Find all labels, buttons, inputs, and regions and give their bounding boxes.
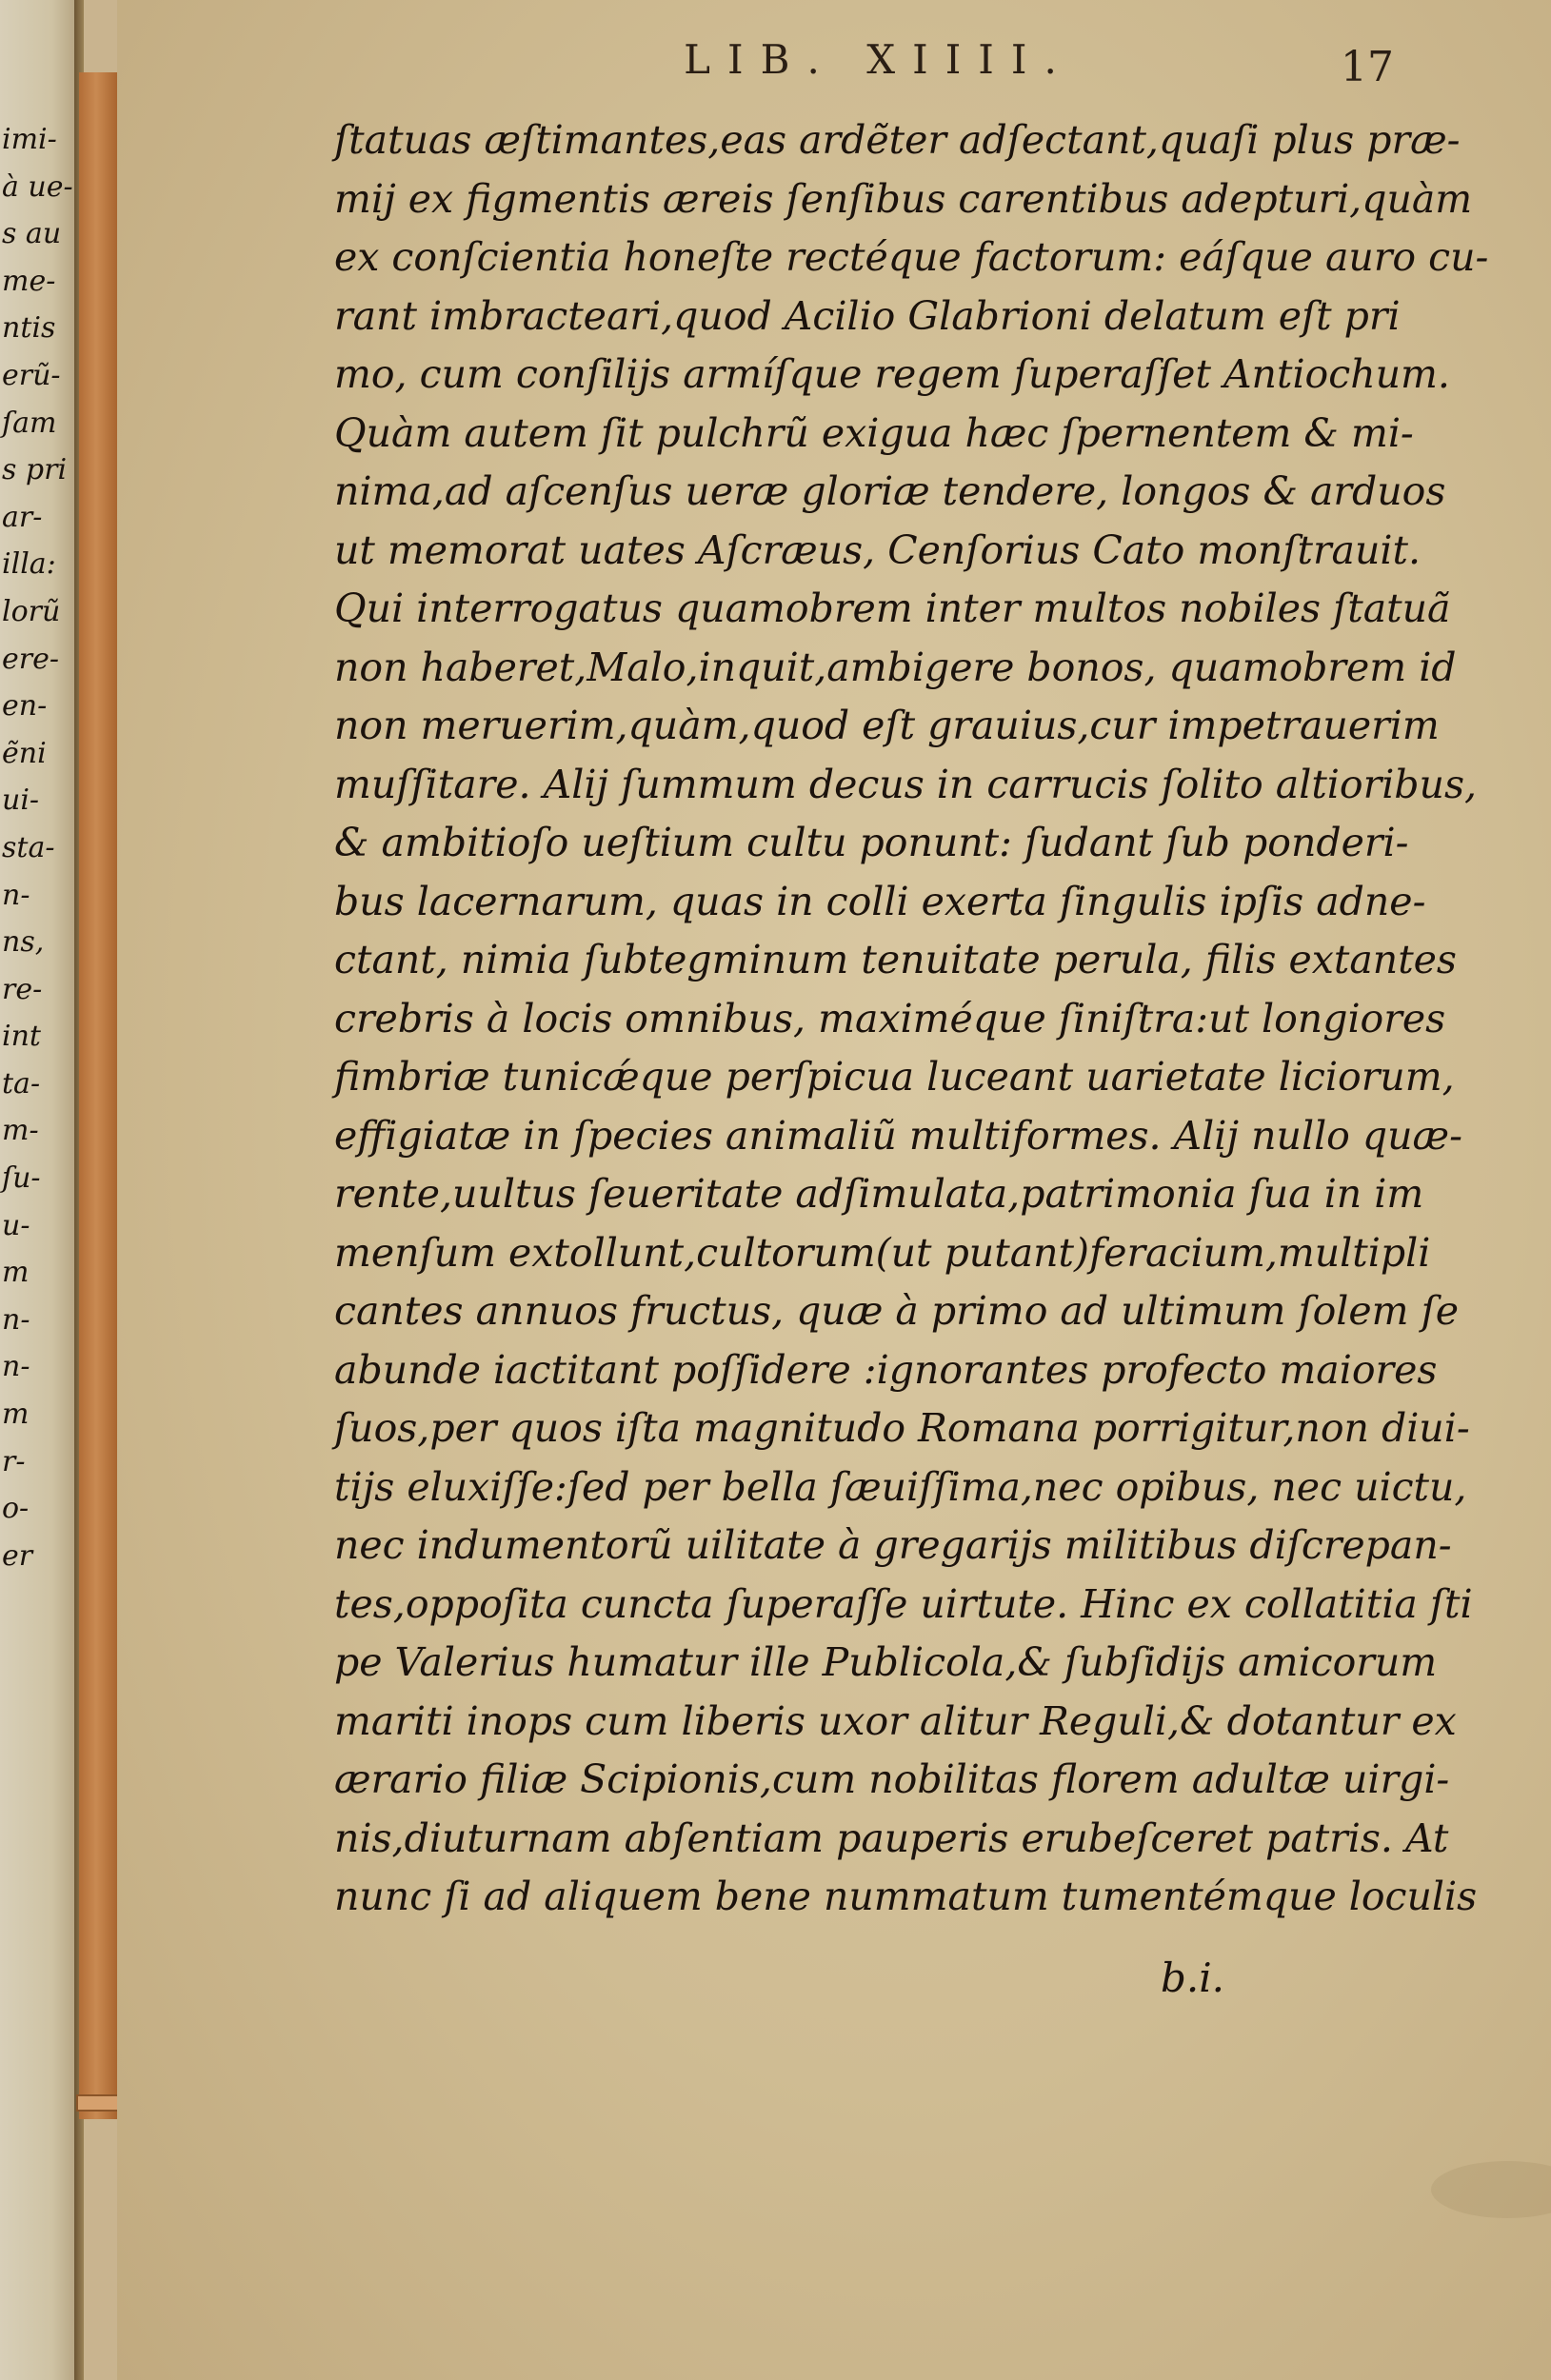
text-line: crebris à locis omnibus, maximéque ſiniſtra:ut longiores xyxy=(334,995,1446,1041)
binding-spine xyxy=(79,72,119,2119)
fragment-line: ere- xyxy=(2,642,59,676)
fragment-line: s au xyxy=(2,217,62,251)
text-line: ærario filiæ Scipionis,cum nobilitas florem adultæ uirgi- xyxy=(334,1756,1450,1802)
fragment-line: ta- xyxy=(2,1066,41,1101)
fragment-line: erũ- xyxy=(2,358,61,392)
text-line: nis,diuturnam abſentiam pauperis erubeſceret patris. At xyxy=(334,1815,1449,1861)
text-line: nima,ad aſcenſus ueræ gloriæ tendere, longos & arduos xyxy=(334,468,1446,514)
book-page xyxy=(117,0,1551,2380)
fragment-line: u- xyxy=(2,1208,30,1242)
fragment-line: m xyxy=(2,1398,30,1432)
fragment-line: ſu- xyxy=(2,1161,41,1196)
text-line: ctant, nimia ſubtegminum tenuitate perula, filis extantes xyxy=(334,937,1457,982)
text-line: rente,uultus ſeueritate adſimulata,patrimonia ſua in im xyxy=(334,1171,1424,1217)
text-line: mariti inops cum liberis uxor alitur Reguli,& dotantur ex xyxy=(334,1697,1457,1744)
text-line: tes,oppoſita cuncta ſuperaſſe uirtute. Hinc ex collatitia ſti xyxy=(334,1580,1473,1627)
text-line: ut memorat uates Aſcræus, Cenſorius Cato monſtrauit. xyxy=(334,526,1422,573)
text-line: abunde iactitant poſſidere :ignorantes profecto maiores xyxy=(334,1346,1438,1393)
fragment-line: me- xyxy=(2,264,56,298)
fragment-line: lorũ xyxy=(2,594,61,628)
fragment-line: re- xyxy=(2,972,43,1006)
text-line: non haberet,Malo,inquit,ambigere bonos, quamobrem id xyxy=(334,644,1457,690)
fragment-line: ẽni xyxy=(2,736,47,770)
text-line: nunc ſi ad aliquem bene nummatum tumentémque loculis xyxy=(334,1874,1478,1919)
text-line: mo, cum conſilijs armíſque regem ſuperaſſet Antiochum. xyxy=(334,351,1450,397)
text-line: muſſitare. Alij ſummum decus in carrucis ſolito altioribus, xyxy=(334,761,1478,807)
text-line: Qui interrogatus quamobrem inter multos nobiles ſtatuã xyxy=(334,585,1451,631)
text-line: rant imbracteari,quod Acilio Glabrioni delatum eſt pri xyxy=(334,292,1401,339)
signature-mark: b.i. xyxy=(1161,1954,1225,2001)
text-line: nec indumentorũ uilitate à gregarijs militibus diſcrepan- xyxy=(334,1522,1452,1568)
fragment-line: ui- xyxy=(2,783,40,818)
text-line: & ambitioſo ueſtium cultu ponunt: ſudant ſub ponderi- xyxy=(334,820,1409,865)
text-line: tijs eluxiſſe:ſed per bella ſæuiſſima,nec opibus, nec uictu, xyxy=(334,1463,1467,1510)
paper-stain xyxy=(1431,2161,1551,2218)
fragment-line: o- xyxy=(2,1492,30,1526)
running-head: LIB. XIIII. xyxy=(684,36,1074,83)
text-line: mij ex figmentis æreis ſenſibus carentibus adepturi,quàm xyxy=(334,175,1473,222)
previous-page-edge xyxy=(0,0,74,2380)
text-line: pe Valerius humatur ille Publicola,& ſubſidijs amicorum xyxy=(334,1639,1438,1685)
text-line: menſum extollunt,cultorum(ut putant)feracium,multipli xyxy=(334,1229,1431,1276)
previous-page-line-fragments xyxy=(0,116,74,1579)
folio-number: 17 xyxy=(1341,43,1394,91)
fragment-line: s pri xyxy=(2,453,68,487)
text-line: non meruerim,quàm,quod eſt grauius,cur impetrauerim xyxy=(334,703,1440,748)
text-line: effigiatæ in ſpecies animaliũ multiformes. Alij nullo quæ- xyxy=(334,1112,1462,1159)
text-line: cantes annuos fructus, quæ à primo ad ultimum ſolem ſe xyxy=(334,1288,1460,1334)
fragment-line: ar- xyxy=(2,500,43,534)
fragment-line: à ue- xyxy=(2,169,73,204)
fragment-line: illa: xyxy=(2,547,56,582)
fragment-line: m- xyxy=(2,1114,39,1148)
fragment-line: imi- xyxy=(2,123,57,156)
fragment-line: ſam xyxy=(2,406,57,440)
fragment-line: er xyxy=(2,1538,33,1573)
body-text xyxy=(334,111,1489,1927)
fragment-line: sta- xyxy=(2,830,55,864)
fragment-line: en- xyxy=(2,689,48,724)
text-line: bus lacernarum, quas in colli exerta ſingulis ipſis adne- xyxy=(334,878,1426,924)
text-line: ex conſcientia honeſte rectéque factorum: eáſque auro cu- xyxy=(334,234,1489,280)
fragment-line: int xyxy=(2,1020,41,1054)
fragment-line: n- xyxy=(2,1302,30,1337)
text-line: Quàm autem ſit pulchrũ exigua hæc ſpernentem & mi- xyxy=(334,409,1414,456)
fragment-line: n- xyxy=(2,1350,30,1384)
fragment-line: ns, xyxy=(2,925,45,960)
text-line: ſtatuas æſtimantes,eas ardẽter adſectant,quaſi plus præ- xyxy=(334,117,1461,163)
fragment-line: m xyxy=(2,1256,30,1290)
fragment-line: n- xyxy=(2,878,30,912)
fragment-line: ntis xyxy=(2,311,56,346)
text-line: fimbriæ tunicǽque perſpicua luceant uarietate liciorum, xyxy=(334,1054,1455,1100)
text-line: ſuos,per quos iſta magnitudo Romana porrigitur,non diui- xyxy=(334,1405,1470,1451)
fragment-line: r- xyxy=(2,1444,26,1478)
